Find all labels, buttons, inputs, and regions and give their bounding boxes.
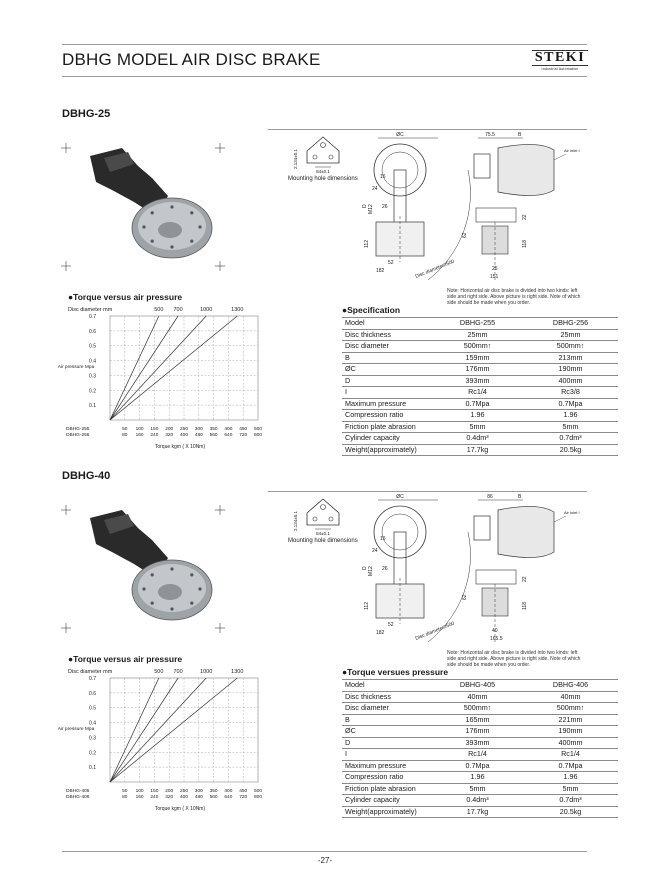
mounting-hole-drawing [283,495,363,555]
dim-m12-label: M12 [368,204,374,214]
x-axis-label: Torque kgm ( X 10Nm) [154,444,206,450]
dim-m12-label: M12 [368,566,374,576]
spec-label: Weight(approximately) [342,806,432,818]
dim-25-label: 40 [492,628,498,634]
y-tick-label: 0.6 [89,328,96,335]
spec-row [342,772,618,784]
dim-16-label: 16 [380,536,386,542]
spec-value: 20.5kg [523,806,618,818]
spec-label: Cylinder capacity [342,795,432,807]
spec-value: 500mm↑ [523,703,618,715]
dim-22-label: 22 [522,576,528,582]
air-inlet-label: Air inlet I [564,510,580,515]
spec-value: Rc1/4 [432,749,523,761]
spec-value: 20.5kg [523,444,618,456]
spec-row [342,795,618,807]
y-tick-label: 0.3 [89,373,96,380]
x-tick-label: 150 [150,789,159,794]
x-row-name: DBHG-405 [66,789,90,794]
dim-112-label: 112 [364,602,370,610]
spec-value: 0.7dm³ [523,433,618,445]
x-tick-label: 400 [224,427,233,432]
x-tick-label: 50 [122,427,128,432]
series-line-500 [110,316,159,420]
spec-header-cell: DBHG-255 [432,318,523,330]
dim-22-label: 22 [522,214,528,220]
spec-label: ØC [342,726,432,738]
x-axis-label: Torque kgm ( X 10Nm) [154,806,206,812]
spec-value: 213mm [523,352,618,364]
air-inlet-label: Air inlet I [564,148,580,153]
spec-value: Rc3/8 [523,387,618,399]
spec-label: D [342,737,432,749]
spec-row [342,806,618,818]
dim-62-label: 62 [462,594,468,600]
top-tick-label: 700 [173,307,183,313]
top-tick-label: 500 [154,669,164,675]
spec-label: Compression ratio [342,772,432,784]
dim-side-width-label: 75.5 [485,132,495,138]
x-row-name: DBHG-406 [66,795,90,800]
x-tick-label: 450 [239,427,248,432]
section-title: DBHG-25 [62,108,111,120]
footer-rule [62,851,587,852]
x-tick-label: 160 [135,795,144,800]
spec-value: 400mm [523,375,618,387]
x-tick-label: 80 [122,433,128,438]
spec-row [342,714,618,726]
x-tick-label: 640 [224,433,233,438]
spec-value: 1.96 [523,410,618,422]
spec-value: 5mm [523,783,618,795]
spec-header-cell: DBHG-405 [432,680,523,692]
page-title: DBHG MODEL AIR DISC BRAKE [62,50,321,69]
top-tick-label: 1000 [200,669,213,675]
series-line-700 [110,678,178,782]
y-tick-label: 0.3 [89,735,96,742]
y-tick-label: 0.6 [89,690,96,697]
top-axis-label: Disc diameter mm [68,669,113,675]
dim-52-label: 52 [388,622,394,628]
mounting-caption: Mounting hole dimensions [288,538,358,544]
dim-d-label: D [362,566,368,570]
spec-row [342,703,618,715]
spec-value: 0.4dm³ [432,433,523,445]
x-tick-label: 500 [253,789,263,794]
spec-label: Cylinder capacity [342,433,432,445]
spec-label: Disc diameter [342,703,432,715]
dim-26-label: 26 [382,204,388,210]
y-tick-label: 0.2 [89,388,96,395]
x-tick-label: 500 [253,427,263,432]
spec-value: 17.7kg [432,444,523,456]
spec-value: 5mm [523,421,618,433]
spec-label: B [342,714,432,726]
spec-label: Disc diameter [342,341,432,353]
dim-16-label: 16 [380,174,386,180]
x-tick-label: 300 [194,427,203,432]
dim-151-label: 151 [490,274,499,280]
spec-title: ●Torque versues pressure [342,667,449,677]
spec-value: 0.7Mpa [432,398,523,410]
x-row-name: DBHG-256 [66,433,90,438]
dim-62-label: 62 [462,232,468,238]
spec-label: Friction plate abrasion [342,421,432,433]
spec-value: 500mm↑ [432,341,523,353]
brake-photo [60,138,230,278]
x-tick-label: 320 [165,795,174,800]
side-note: Note: Horizontal air disc brake is divided into two kinds: left side and right side. Above picture is right side. Note of which side should be made when you order. [447,650,581,668]
spec-label: Friction plate abrasion [342,783,432,795]
top-tick-label: 500 [154,307,164,313]
disc-diameter-label: Disc diameter≥500 [414,620,456,642]
spec-header-cell: Model [342,318,432,330]
spec-value: 159mm [432,352,523,364]
torque-chart [57,664,272,814]
technical-drawing [358,492,583,652]
x-tick-label: 240 [150,795,159,800]
dim-24-label: 24 [372,548,378,554]
steki-logo [532,50,588,71]
dim-118-label: 118 [522,240,528,248]
spec-value: 17.7kg [432,806,523,818]
spec-value: 1.96 [523,772,618,784]
logo-text: STEKI [532,50,588,66]
spec-value: 1.96 [432,772,523,784]
x-tick-label: 720 [239,433,248,438]
spec-header-cell: DBHG-406 [523,680,618,692]
x-tick-label: 250 [179,789,189,794]
series-line-500 [110,678,159,782]
spec-row [342,760,618,772]
spec-row [342,387,618,399]
x-tick-label: 350 [209,427,218,432]
y-tick-label: 0.1 [89,765,96,772]
dim-112-label: 112 [364,240,370,248]
dim-24-label: 24 [372,186,378,192]
x-tick-label: 350 [209,789,218,794]
y-tick-label: 0.4 [89,358,96,365]
top-axis-label: Disc diameter mm [68,307,113,313]
spec-value: 0.4dm³ [432,795,523,807]
mount-height-label: 2.134±0.1 [293,511,298,531]
side-note: Note: Horizontal air disc brake is divided into two kinds: left side and right side. Above picture is right side. Note of which side should be made when you order. [447,288,581,306]
x-tick-label: 800 [253,795,263,800]
spec-value: 40mm [432,691,523,703]
x-tick-label: 160 [135,433,144,438]
spec-header-row [342,680,618,692]
spec-value: 190mm [523,364,618,376]
spec-value: 40mm [523,691,618,703]
x-tick-label: 560 [209,433,218,438]
dim-182-label: 182 [376,630,385,636]
brake-photo [60,500,230,640]
mount-width-label: 84±0.1 [316,531,330,536]
header-bottom-rule [62,76,587,77]
spec-label: Maximum pressure [342,398,432,410]
spec-value: 176mm [432,726,523,738]
spec-value: 1.96 [432,410,523,422]
x-tick-label: 300 [194,789,203,794]
spec-value: 5mm [432,421,523,433]
disc-diameter-label: Disc diameter≥500 [414,258,456,280]
dim-d-label: D [362,204,368,208]
x-tick-label: 320 [165,433,174,438]
series-line-1300 [110,316,237,420]
x-tick-label: 720 [239,795,248,800]
top-tick-label: 700 [173,669,183,675]
dim-oc-label: ØC [396,494,404,500]
top-tick-label: 1300 [231,307,244,313]
spec-table [342,679,618,818]
spec-header-row [342,318,618,330]
x-tick-label: 400 [179,795,189,800]
spec-label: Disc thickness [342,691,432,703]
spec-row [342,444,618,456]
spec-row [342,421,618,433]
spec-row [342,341,618,353]
x-tick-label: 200 [165,427,174,432]
x-tick-label: 250 [179,427,189,432]
logo-subtext: Industrial Automation [541,67,579,71]
x-tick-label: 80 [122,795,128,800]
y-tick-label: 0.1 [89,403,96,410]
spec-row [342,375,618,387]
x-tick-label: 400 [224,789,233,794]
x-tick-label: 400 [179,433,189,438]
dim-b-label: B [518,494,522,500]
spec-value: 25mm [432,329,523,341]
spec-value: 393mm [432,375,523,387]
spec-label: ØC [342,364,432,376]
x-tick-label: 560 [209,795,218,800]
x-tick-label: 800 [253,433,263,438]
x-tick-label: 100 [135,427,144,432]
x-tick-label: 240 [150,433,159,438]
y-tick-label: 0.2 [89,750,96,757]
x-tick-label: 450 [239,789,248,794]
dim-side-width-label: 86 [487,494,493,500]
x-tick-label: 50 [122,789,128,794]
spec-header-cell: DBHG-256 [523,318,618,330]
dim-26-label: 26 [382,566,388,572]
spec-row [342,726,618,738]
dim-oc-label: ØC [396,132,404,138]
torque-chart-title: ●Torque versus air pressure [68,292,183,302]
spec-row [342,410,618,422]
dim-b-label: B [518,132,522,138]
spec-value: Rc1/4 [523,749,618,761]
spec-value: 0.7Mpa [523,760,618,772]
mount-width-label: 84±0.1 [316,169,330,174]
dim-52-label: 52 [388,260,394,266]
series-line-1300 [110,678,237,782]
y-axis-label: Air pressure Mpa [57,365,95,370]
torque-chart [57,302,272,452]
y-tick-label: 0.4 [89,720,96,727]
spec-row [342,737,618,749]
mounting-hole-drawing [283,133,363,193]
spec-row [342,749,618,761]
spec-header-cell: Model [342,680,432,692]
spec-value: 0.7dm³ [523,795,618,807]
spec-value: 0.7Mpa [432,760,523,772]
spec-value: 176mm [432,364,523,376]
header-top-rule [62,44,587,45]
spec-value: 165mm [432,714,523,726]
series-line-1000 [110,678,206,782]
x-tick-label: 640 [224,795,233,800]
x-tick-label: 480 [194,433,203,438]
x-tick-label: 480 [194,795,203,800]
spec-row [342,352,618,364]
spec-label: I [342,749,432,761]
x-tick-label: 100 [135,789,144,794]
spec-label: B [342,352,432,364]
spec-row [342,329,618,341]
y-tick-label: 0.5 [89,705,96,712]
spec-title: ●Specification [342,305,401,315]
spec-value: 393mm [432,737,523,749]
torque-chart-title: ●Torque versus air pressure [68,654,183,664]
spec-table [342,317,618,456]
series-line-1000 [110,316,206,420]
top-tick-label: 1300 [231,669,244,675]
dim-182-label: 182 [376,268,385,274]
spec-row [342,783,618,795]
spec-value: 500mm↑ [432,703,523,715]
y-tick-label: 0.7 [89,676,96,682]
dim-25-label: 25 [492,266,498,272]
technical-drawing [358,130,583,290]
spec-label: Disc thickness [342,329,432,341]
spec-value: Rc1/4 [432,387,523,399]
spec-value: 190mm [523,726,618,738]
y-tick-label: 0.7 [89,314,96,320]
spec-row [342,364,618,376]
x-tick-label: 150 [150,427,159,432]
spec-row [342,433,618,445]
spec-row [342,398,618,410]
spec-label: D [342,375,432,387]
spec-value: 0.7Mpa [523,398,618,410]
spec-value: 25mm [523,329,618,341]
dim-118-label: 118 [522,602,528,610]
spec-row [342,691,618,703]
top-tick-label: 1000 [200,307,213,313]
mount-height-label: 2.134±0.1 [293,149,298,169]
mounting-caption: Mounting hole dimensions [288,176,358,182]
spec-label: Compression ratio [342,410,432,422]
y-tick-label: 0.5 [89,343,96,350]
x-tick-label: 200 [165,789,174,794]
spec-label: Maximum pressure [342,760,432,772]
spec-value: 5mm [432,783,523,795]
dim-151-label: 165.5 [490,636,503,642]
spec-label: I [342,387,432,399]
spec-value: 221mm [523,714,618,726]
spec-value: 500mm↑ [523,341,618,353]
series-line-700 [110,316,178,420]
section-title: DBHG-40 [62,470,111,482]
y-axis-label: Air pressure Mpa [57,727,95,732]
spec-label: Weight(approximately) [342,444,432,456]
spec-value: 400mm [523,737,618,749]
x-row-name: DBHG-255 [66,427,90,432]
page-number: -27- [317,856,333,865]
